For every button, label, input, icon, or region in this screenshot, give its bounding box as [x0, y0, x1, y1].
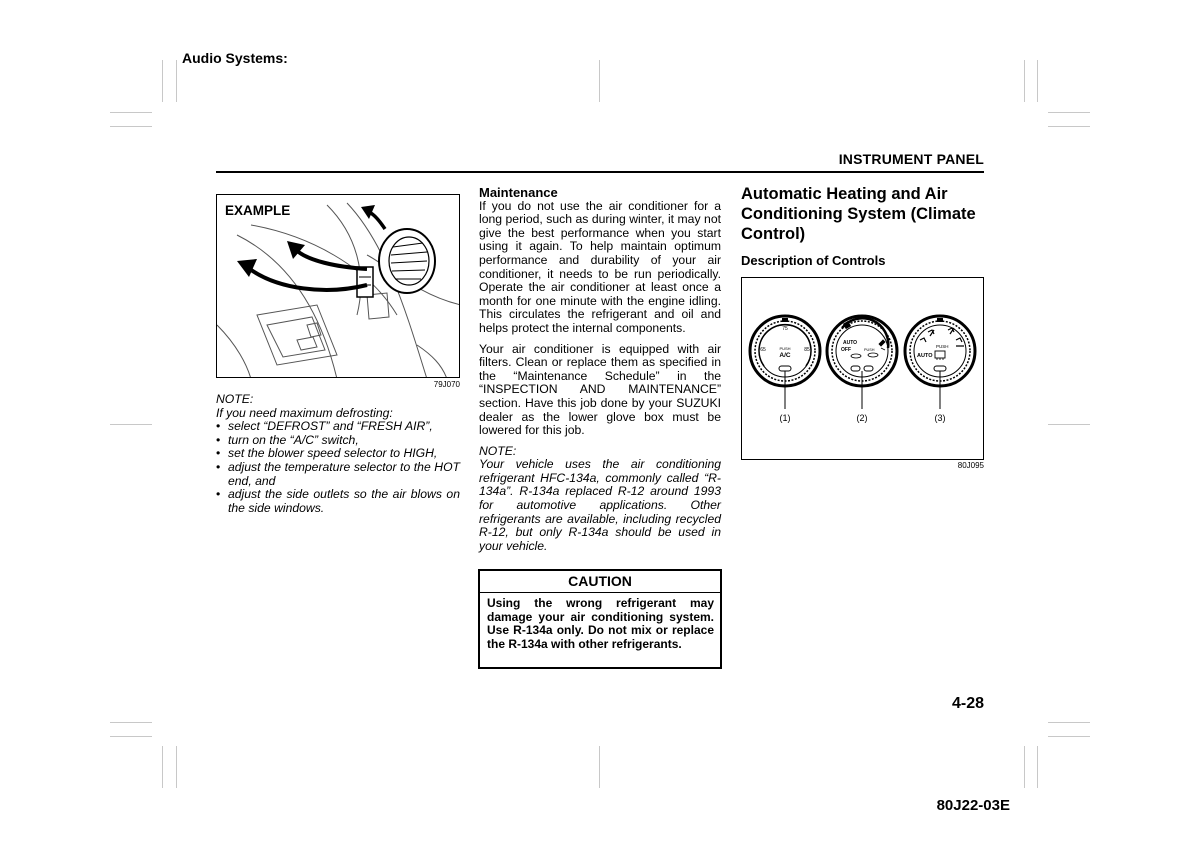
crop-mark — [1037, 746, 1038, 788]
crop-mark — [1048, 722, 1090, 723]
crop-mark — [1024, 60, 1025, 102]
note-list — [216, 420, 460, 515]
note-title: NOTE: — [216, 392, 254, 406]
crop-mark — [110, 736, 152, 737]
crop-mark — [176, 746, 177, 788]
crop-mark — [599, 746, 600, 788]
refrigerant-note-text: Your vehicle uses the air conditioning refrigerant HFC-134a, commonly called “R-134a”. R-134a replaced R-12 around 1993 for automotive applications. Other refrigerants are available, including recycled R-12, but only R-134a should be used in your vehicle. — [479, 457, 721, 553]
crop-mark — [110, 722, 152, 723]
caution-box — [478, 569, 722, 669]
crop-mark — [1048, 126, 1090, 127]
caution-title: CAUTION — [480, 571, 720, 593]
crop-mark — [162, 60, 163, 102]
crop-mark — [1048, 736, 1090, 737]
off-label: OFF — [841, 347, 851, 353]
climate-dials — [742, 278, 985, 461]
figure-code: 79J070 — [433, 380, 460, 389]
push-label: PUSH — [779, 346, 791, 351]
refrigerant-note-title: NOTE: — [479, 443, 517, 458]
note-intro: If you need maximum defrosting: — [216, 405, 393, 420]
list-item: • adjust the temperature selector to the HOT end, and — [216, 461, 460, 488]
push-label: PUSH — [936, 344, 949, 349]
callout-label: (2) — [856, 413, 868, 423]
crop-mark — [110, 126, 152, 127]
crop-mark — [1037, 60, 1038, 102]
chapter-title: INSTRUMENT PANEL — [838, 151, 984, 167]
dial-tick-label: 75 — [782, 326, 788, 332]
crop-mark — [110, 112, 152, 113]
header-rule — [216, 171, 984, 173]
callout-label: (3) — [934, 413, 946, 423]
climate-title: Automatic Heating and Air Conditioning System (Climate Control) — [741, 185, 976, 243]
dial-tick-label: 65 — [760, 347, 766, 353]
maintenance-section — [479, 186, 721, 553]
crop-mark — [162, 746, 163, 788]
dial-tick-label: 85 — [804, 347, 810, 353]
maintenance-heading: Maintenance — [479, 185, 558, 200]
crop-mark — [1048, 112, 1090, 113]
document-code: 80J22-03E — [936, 797, 1010, 814]
maintenance-paragraph-2: Your air conditioner is equipped with air filters. Clean or replace them as specified in the “Maintenance Schedule” in the “INSPECTION AND MAINTENANCE” section. Have this job done by your SUZUKI dealer as the lower glove box must be lowered for this job. — [479, 341, 721, 438]
defrost-note — [216, 393, 460, 515]
crop-mark — [599, 60, 600, 102]
crop-mark — [176, 60, 177, 102]
push-label: PUSH — [864, 348, 875, 352]
list-item: • turn on the “A/C” switch, — [216, 434, 460, 448]
example-label: EXAMPLE — [225, 203, 291, 218]
list-item: • select “DEFROST” and “FRESH AIR”, — [216, 420, 460, 434]
list-item: • adjust the side outlets so the air blows on the side windows. — [216, 488, 460, 515]
figure-code: 80J095 — [957, 461, 984, 470]
maintenance-paragraph-1: If you do not use the air conditioner for a long period, such as during winter, it may not give the best performance when you start using it again. To help maintain optimum performance and durability of your air conditioner, it needs to be run periodically. Operate the air conditioner at least once a month for one minute with the engine idling. This circulates the refrigerant and oil and helps protect the internal components. — [479, 198, 721, 335]
crop-mark — [1048, 424, 1090, 425]
list-item: • set the blower speed selector to HIGH, — [216, 447, 460, 461]
caution-text: Using the wrong refrigerant may damage your air conditioning system. Use R-134a only. Do not mix or replace the R-134a with other refrigerants. — [487, 596, 714, 651]
vent-drawing — [217, 195, 460, 378]
crop-mark — [1024, 746, 1025, 788]
auto-label: AUTO — [917, 353, 933, 359]
callout-label: (1) — [779, 413, 791, 423]
controls-subtitle: Description of Controls — [741, 253, 886, 268]
crop-mark — [110, 424, 152, 425]
ac-label: A/C — [779, 352, 791, 359]
auto-label: AUTO — [843, 340, 858, 346]
page-number: 4-28 — [951, 695, 984, 712]
vent-illustration — [216, 194, 460, 378]
climate-controls-figure — [741, 277, 984, 460]
section-label: Audio Systems: — [182, 50, 288, 66]
